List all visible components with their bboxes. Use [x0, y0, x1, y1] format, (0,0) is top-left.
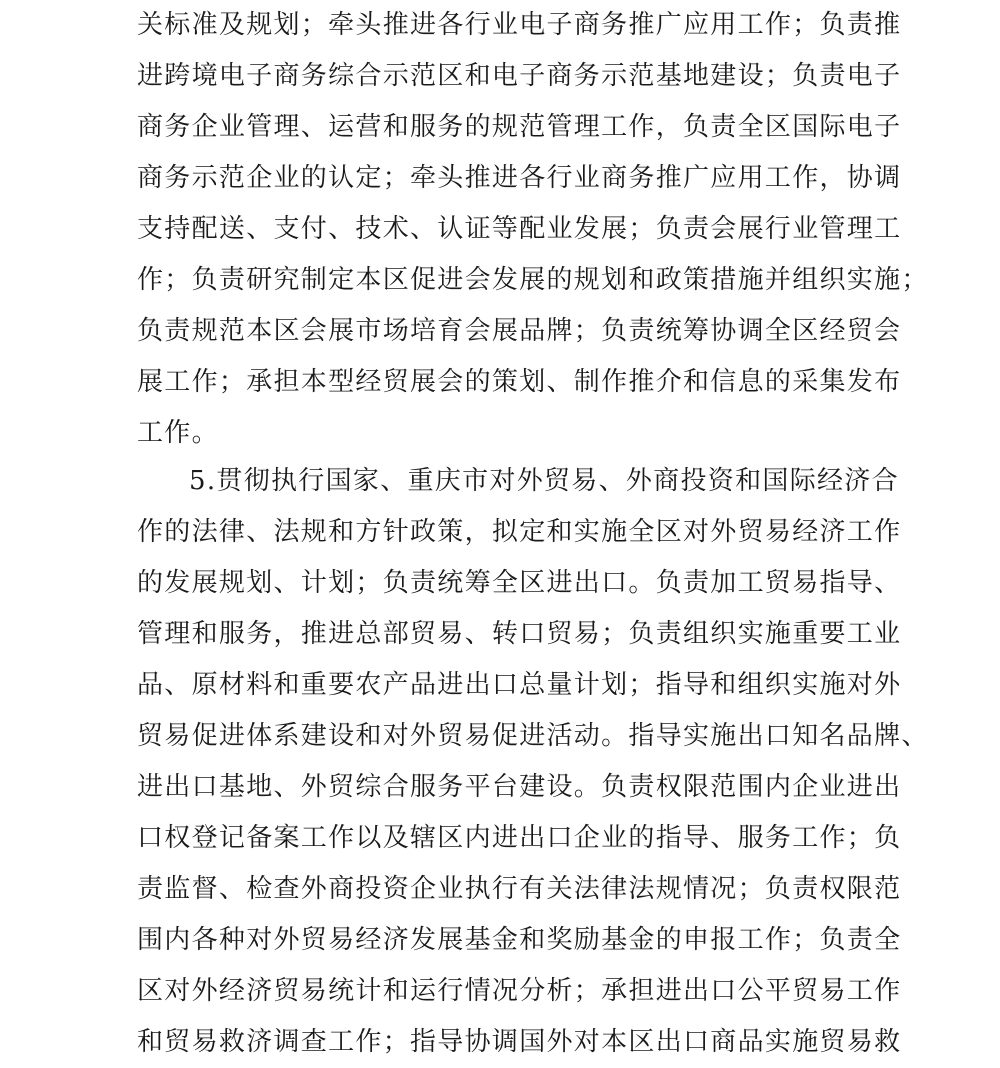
text-line: 作的法律、法规和方针政策，拟定和实施全区对外贸易经济工作 — [137, 517, 902, 547]
paragraph-continued — [137, 0, 929, 459]
text-line: 的发展规划、计划；负责统筹全区进出口。负责加工贸易指导、 — [137, 568, 902, 598]
text-line: 关标准及规划；牵头推进各行业电子商务推广应用工作；负责推 — [137, 10, 902, 40]
text-line: 管理和服务，推进总部贸易、转口贸易；负责组织实施重要工业 — [137, 619, 902, 649]
text-line: 作；负责研究制定本区促进会发展的规划和政策措施并组织实施； — [137, 265, 929, 295]
text-line: 商务示范企业的认定；牵头推进各行业商务推广应用工作，协调 — [137, 163, 902, 193]
text-line: 5.贯彻执行国家、重庆市对外贸易、外商投资和国际经济合 — [189, 466, 899, 496]
paragraph-5 — [137, 456, 929, 1068]
text-line: 商务企业管理、运营和服务的规范管理工作，负责全区国际电子 — [137, 112, 902, 142]
text-line: 区对外经济贸易统计和运行情况分析；承担进出口公平贸易工作 — [137, 976, 902, 1006]
text-line: 贸易促进体系建设和对外贸易促进活动。指导实施出口知名品牌、 — [137, 721, 929, 751]
text-line: 品、原材料和重要农产品进出口总量计划；指导和组织实施对外 — [137, 670, 902, 700]
text-line: 进出口基地、外贸综合服务平台建设。负责权限范围内企业进出 — [137, 772, 902, 802]
text-line: 进跨境电子商务综合示范区和电子商务示范基地建设；负责电子 — [137, 61, 902, 91]
text-line: 工作。 — [137, 418, 219, 448]
text-line: 和贸易救济调查工作；指导协调国外对本区出口商品实施贸易救 — [137, 1027, 902, 1057]
text-line: 口权登记备案工作以及辖区内进出口企业的指导、服务工作；负 — [137, 823, 902, 853]
text-line: 展工作；承担本型经贸展会的策划、制作推介和信息的采集发布 — [137, 367, 902, 397]
text-line: 围内各种对外贸易经济发展基金和奖励基金的申报工作；负责全 — [137, 925, 902, 955]
text-line: 支持配送、支付、技术、认证等配业发展；负责会展行业管理工 — [137, 214, 902, 244]
text-line: 负责规范本区会展市场培育会展品牌；负责统筹协调全区经贸会 — [137, 316, 902, 346]
text-line: 责监督、检查外商投资企业执行有关法律法规情况；负责权限范 — [137, 874, 902, 904]
